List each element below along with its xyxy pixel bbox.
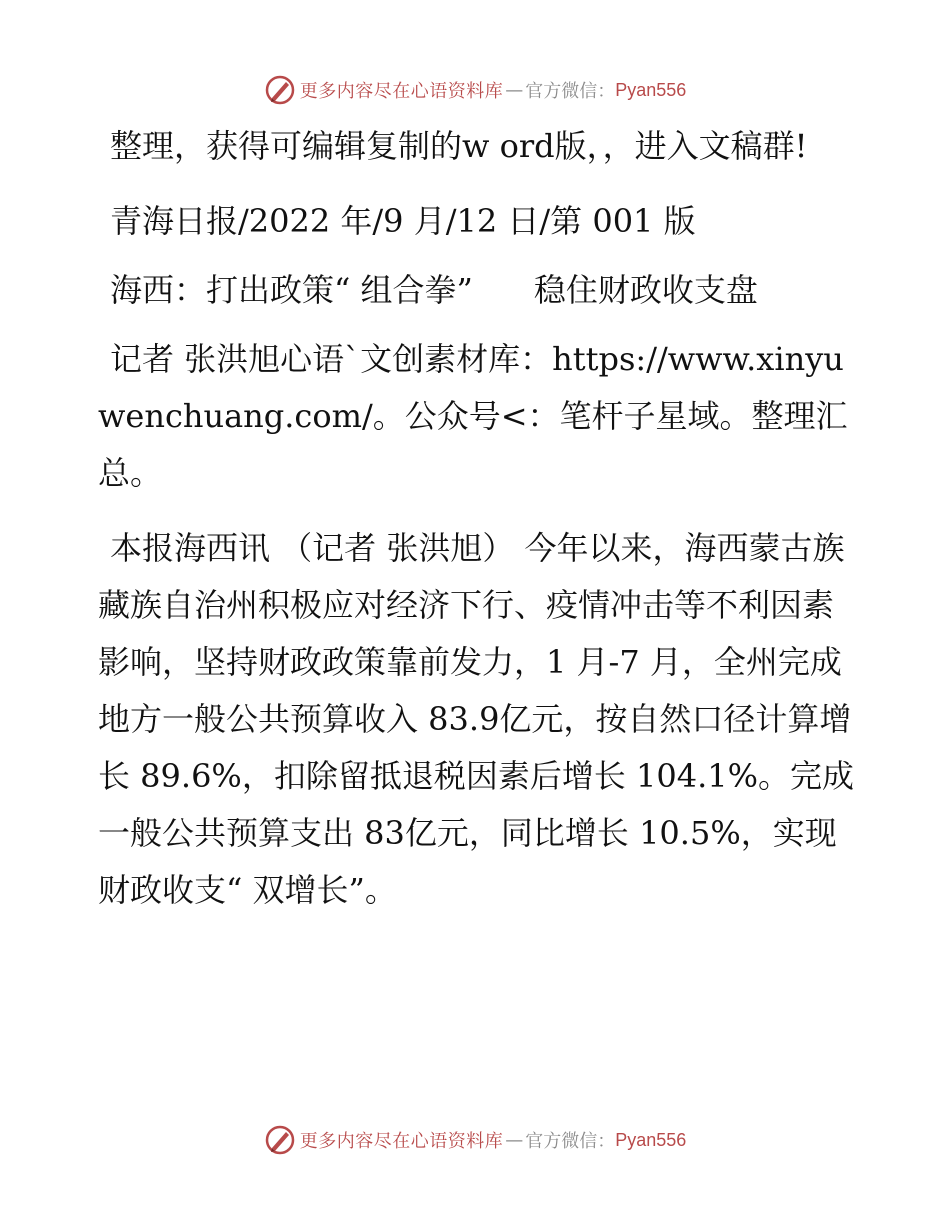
banner-wechat-label: 官方微信： [525,81,616,102]
document-body [98,118,858,937]
byline-paragraph: 记者 张洪旭心语`文创素材库：https://www.xinyuwenchuang.com/。公众号<：笔杆子星域。整理汇总。 [98,340,848,492]
article-body-paragraph: 本报海西讯 （记者 张洪旭） 今年以来，海西蒙古族藏族自治州积极应对经济下行、疫情冲击等不利因素影响，坚持财政政策靠前发力，1 月-7 月，全州完成地方一般公共预算收入 83.9亿元，按自然口径计算增长 89.6%，扣除留抵退税因素后增长 104.1%。完成一般公共预算支出 83亿元，同比增长 10.5%，实现财政收支“ 双增长”。 [98,529,855,909]
banner-wechat-id: Pyan556 [615,1129,687,1150]
pen-logo-icon [264,1124,296,1156]
banner-separator: — [505,1129,524,1151]
intro-paragraph: 整理，获得可编辑复制的w ord版，，进入文稿群! [110,127,808,165]
banner-wechat-label: 官方微信： [525,1131,616,1152]
footer-watermark-banner [0,1120,950,1160]
banner-separator: — [505,79,524,101]
header-watermark-banner [0,70,950,110]
banner-slogan: 更多内容尽在心语资料库 [299,81,504,102]
banner-slogan: 更多内容尽在心语资料库 [299,1131,504,1152]
banner-wechat-id: Pyan556 [615,79,687,100]
pen-logo-icon [264,74,296,106]
source-line: 青海日报/2022 年/9 月/12 日/第 001 版 [110,202,696,240]
article-title: 海西：打出政策“ 组合拳” 稳住财政收支盘 [110,271,758,309]
